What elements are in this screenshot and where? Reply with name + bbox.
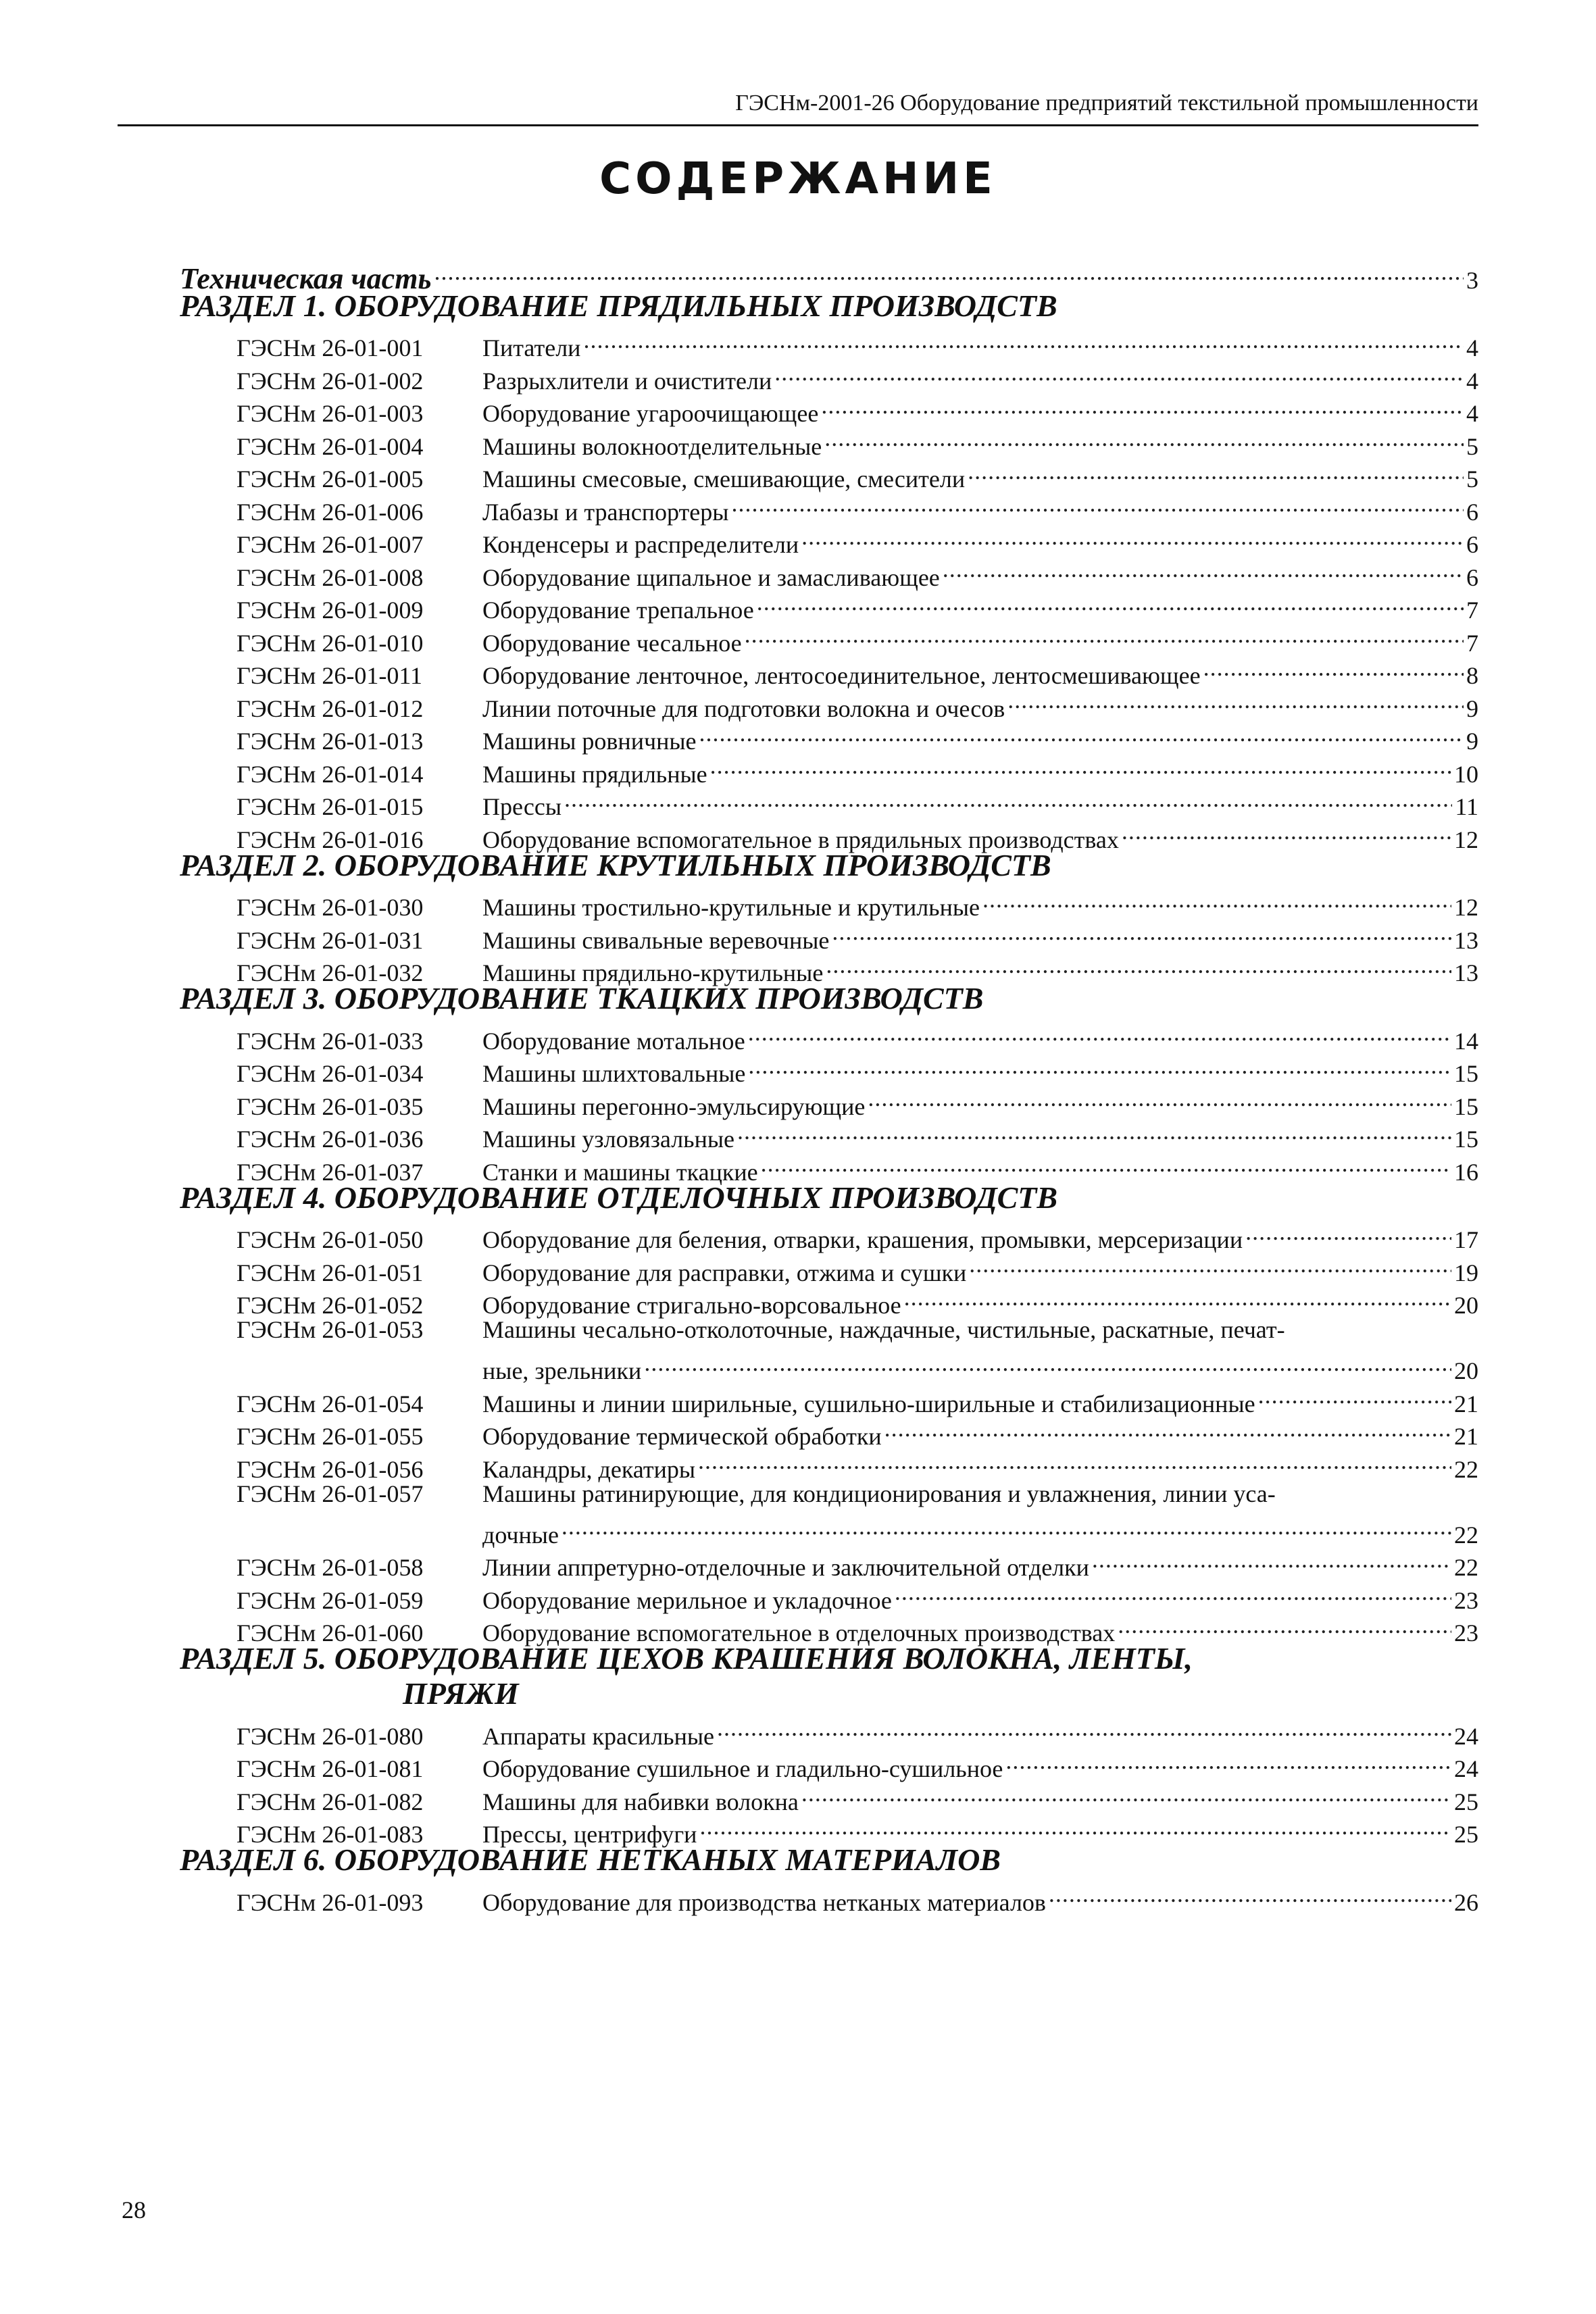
dot-leader	[884, 1412, 1451, 1445]
page-number: 25	[1454, 1788, 1478, 1815]
entry-title: Линии поточные для подготовки волокна и очесов	[482, 695, 1005, 722]
entry-code: ГЭСНм 26-01-006	[236, 498, 424, 526]
section-heading: РАЗДЕЛ 5. ОБОРУДОВАНИЕ ЦЕХОВ КРАШЕНИЯ ВОЛОКНА, ЛЕНТЫ,	[180, 1641, 1193, 1676]
page-number: 9	[1466, 728, 1478, 755]
entry-title: Машины чесально-отколоточные, наждачные, чистильные, раскатные, печат-	[482, 1316, 1285, 1343]
dot-leader	[761, 1147, 1451, 1180]
page-number: 22	[1454, 1455, 1478, 1483]
folio-page-number: 28	[122, 2196, 146, 2223]
dot-leader	[757, 586, 1464, 619]
entry-title: Оборудование чесальное	[482, 629, 742, 657]
entry-code: ГЭСНм 26-01-030	[236, 894, 424, 921]
toc-entry[interactable]	[180, 1379, 1478, 1417]
dot-leader	[801, 1777, 1451, 1810]
section-heading: РАЗДЕЛ 6. ОБОРУДОВАНИЕ НЕТКАНЫХ МАТЕРИАЛОВ	[180, 1842, 1001, 1877]
entry-code: ГЭСНм 26-01-081	[236, 1755, 424, 1782]
dot-leader	[1203, 651, 1464, 684]
page-number: 15	[1454, 1126, 1478, 1153]
section-heading: РАЗДЕЛ 1. ОБОРУДОВАНИЕ ПРЯДИЛЬНЫХ ПРОИЗВОДСТВ	[180, 288, 1057, 323]
page-number: 22	[1454, 1521, 1478, 1549]
entry-code: ГЭСНм 26-01-036	[236, 1126, 424, 1153]
entry-title-continued: дочные	[482, 1521, 559, 1549]
dot-leader	[1092, 1543, 1451, 1576]
entry-code: ГЭСНм 26-01-034	[236, 1060, 424, 1087]
entry-title: Линии аппретурно-отделочные и заключительной отделки	[482, 1554, 1089, 1581]
page-title: СОДЕРЖАНИЕ	[599, 154, 997, 204]
entry-title: Оборудование для расправки, отжима и сушки	[482, 1259, 967, 1286]
dot-leader	[698, 1444, 1451, 1478]
page-number: 7	[1466, 597, 1478, 624]
page-number: 24	[1454, 1755, 1478, 1782]
toc-entry[interactable]	[180, 1313, 1478, 1347]
toc-entry[interactable]	[180, 883, 1478, 921]
dot-leader	[969, 1248, 1451, 1281]
table-of-contents	[180, 255, 1478, 1916]
entry-code: ГЭСНм 26-01-054	[236, 1390, 424, 1417]
page-number: 6	[1466, 563, 1478, 591]
page-number: 20	[1454, 1357, 1478, 1384]
page-number: 4	[1466, 367, 1478, 395]
entry-title: Машины ратинирующие, для кондиционирования и увлажнения, линии уса-	[482, 1480, 1276, 1507]
dot-leader	[895, 1576, 1451, 1609]
dot-leader	[968, 455, 1464, 488]
entry-title: Оборудование вспомогательное в отделочных производствах	[482, 1619, 1116, 1646]
entry-title: Машины ровничные	[482, 728, 697, 755]
entry-code: ГЭСНм 26-01-050	[236, 1226, 424, 1253]
entry-code: ГЭСНм 26-01-033	[236, 1027, 424, 1055]
dot-leader	[832, 915, 1451, 949]
page-number: 23	[1454, 1586, 1478, 1614]
page-number: 13	[1454, 959, 1478, 986]
dot-leader	[748, 1049, 1451, 1082]
dot-leader	[564, 782, 1452, 815]
entry-code: ГЭСНм 26-01-083	[236, 1821, 424, 1848]
entry-code: ГЭСНм 26-01-001	[236, 334, 424, 361]
entry-title: Оборудование угароочищающее	[482, 400, 819, 427]
page-number: 5	[1466, 432, 1478, 460]
page-number: 12	[1454, 894, 1478, 921]
dot-leader	[1049, 1878, 1451, 1911]
entry-code: ГЭСНм 26-01-037	[236, 1158, 424, 1186]
page-number: 15	[1454, 1092, 1478, 1120]
entry-code: ГЭСНм 26-01-015	[236, 793, 424, 820]
page-number: 8	[1466, 662, 1478, 689]
dot-leader	[699, 1810, 1451, 1843]
entry-title: Лабазы и транспортеры	[482, 498, 729, 526]
page-number: 16	[1454, 1158, 1478, 1186]
entry-title: Машины свивальные веревочные	[482, 926, 830, 954]
dot-leader	[434, 255, 1464, 288]
entry-title: Оборудование мерильное и укладочное	[482, 1586, 892, 1614]
dot-leader	[904, 1281, 1451, 1314]
entry-title: Машины перегонно-эмульсирующие	[482, 1092, 866, 1120]
entry-title: Прессы, центрифуги	[482, 1821, 697, 1848]
entry-code: ГЭСНм 26-01-005	[236, 466, 424, 493]
entry-code: ГЭСНм 26-01-058	[236, 1554, 424, 1581]
dot-leader	[717, 1711, 1451, 1744]
entry-code: ГЭСНм 26-01-008	[236, 563, 424, 591]
toc-entry[interactable]	[180, 1478, 1478, 1511]
entry-title: Каландры, декатиры	[482, 1455, 696, 1483]
page-number: 3	[1466, 266, 1478, 294]
entry-title: Машины тростильно-крутильные и крутильные	[482, 894, 980, 921]
page-number: 24	[1454, 1722, 1478, 1750]
page-number: 4	[1466, 334, 1478, 361]
dot-leader	[943, 553, 1464, 586]
entry-title: Оборудование вспомогательное в прядильных производствах	[482, 826, 1119, 853]
entry-code: ГЭСНм 26-01-016	[236, 826, 424, 853]
toc-entry[interactable]	[180, 1016, 1478, 1055]
entry-code: ГЭСНм 26-01-003	[236, 400, 424, 427]
entry-code: ГЭСНм 26-01-010	[236, 629, 424, 657]
entry-title: Станки и машины ткацкие	[482, 1158, 758, 1186]
dot-leader	[826, 949, 1451, 982]
entry-code: ГЭСНм 26-01-031	[236, 926, 424, 954]
entry-code: ГЭСНм 26-01-057	[236, 1480, 424, 1507]
dot-leader	[774, 356, 1464, 389]
running-header: ГЭСНм-2001-26 Оборудование предприятий текстильной промышленности	[118, 86, 1478, 126]
page-number: 10	[1454, 760, 1478, 788]
page-number: 21	[1454, 1423, 1478, 1450]
entry-code: ГЭСНм 26-01-004	[236, 432, 424, 460]
page-number: 7	[1466, 629, 1478, 657]
page-number: 12	[1454, 826, 1478, 853]
dot-leader	[644, 1347, 1451, 1380]
entry-title: Машины волокноотделительные	[482, 432, 822, 460]
entry-title-continued: ные, зрельники	[482, 1357, 642, 1384]
entry-code: ГЭСНм 26-01-056	[236, 1455, 424, 1483]
entry-code: ГЭСНм 26-01-035	[236, 1092, 424, 1120]
entry-code: ГЭСНм 26-01-011	[236, 662, 423, 689]
entry-title: Оборудование стригально-ворсовальное	[482, 1292, 901, 1319]
dot-leader	[699, 717, 1464, 750]
dot-leader	[583, 324, 1464, 357]
dot-leader	[737, 1115, 1451, 1148]
entry-title: Машины и линии ширильные, сушильно-ширильные и стабилизационные	[482, 1390, 1255, 1417]
entry-title: Прессы	[482, 793, 562, 820]
section-heading: ПРЯЖИ	[403, 1676, 519, 1711]
dot-leader	[868, 1082, 1451, 1115]
page-number: 5	[1466, 466, 1478, 493]
entry-code: ГЭСНм 26-01-009	[236, 597, 424, 624]
dot-leader	[745, 618, 1464, 651]
page-number: 17	[1454, 1226, 1478, 1253]
dot-leader	[1005, 1744, 1451, 1778]
dot-leader	[731, 487, 1464, 520]
entry-title: Разрыхлители и очистители	[482, 367, 772, 395]
entry-code: ГЭСНм 26-01-053	[236, 1316, 424, 1343]
page-number: 9	[1466, 695, 1478, 722]
page-number: 6	[1466, 498, 1478, 526]
dot-leader	[801, 520, 1464, 553]
dot-leader	[982, 883, 1451, 916]
entry-code: ГЭСНм 26-01-080	[236, 1722, 424, 1750]
toc-entry[interactable]	[180, 1711, 1478, 1750]
entry-title: Аппараты красильные	[482, 1722, 715, 1750]
toc-entry-continuation[interactable]	[180, 1347, 1478, 1384]
entry-code: ГЭСНм 26-01-012	[236, 695, 424, 722]
entry-code: ГЭСНм 26-01-082	[236, 1788, 424, 1815]
entry-title: Питатели	[482, 334, 581, 361]
page-number: 11	[1455, 793, 1478, 820]
entry-title: Машины для набивки волокна	[482, 1788, 799, 1815]
entry-title: Оборудование сушильное и гладильно-сушильное	[482, 1755, 1003, 1782]
page-number: 6	[1466, 531, 1478, 558]
page-number: 21	[1454, 1390, 1478, 1417]
entry-title: Оборудование термической обработки	[482, 1423, 882, 1450]
toc-entry[interactable]	[180, 324, 1478, 361]
entry-code: ГЭСНм 26-01-052	[236, 1292, 424, 1319]
entry-title: Оборудование щипальное и замасливающее	[482, 563, 940, 591]
entry-code: ГЭСНм 26-01-093	[236, 1888, 424, 1916]
page-number: 13	[1454, 926, 1478, 954]
entry-title: Машины шлихтовальные	[482, 1060, 746, 1087]
entry-title: Машины смесовые, смешивающие, смесители	[482, 466, 966, 493]
page-number: 4	[1466, 400, 1478, 427]
toc-entry[interactable]	[180, 1543, 1478, 1581]
toc-entry-continuation[interactable]	[180, 1510, 1478, 1549]
page-number: 22	[1454, 1554, 1478, 1581]
entry-title: Оборудование для производства нетканых материалов	[482, 1888, 1046, 1916]
entry-title: Конденсеры и распределители	[482, 531, 799, 558]
entry-code: ГЭСНм 26-01-059	[236, 1586, 424, 1614]
entry-code: ГЭСНм 26-01-051	[236, 1259, 424, 1286]
dot-leader	[824, 422, 1464, 455]
entry-code: ГЭСНм 26-01-055	[236, 1423, 424, 1450]
page-number: 20	[1454, 1292, 1478, 1319]
dot-leader	[1245, 1215, 1451, 1249]
page-number: 25	[1454, 1821, 1478, 1848]
entry-code: ГЭСНм 26-01-014	[236, 760, 424, 788]
entry-title: Машины узловязальные	[482, 1126, 735, 1153]
toc-technical-part[interactable]	[180, 255, 1478, 295]
toc-entry[interactable]	[180, 1215, 1478, 1253]
dot-leader	[1118, 1609, 1451, 1642]
dot-leader	[1258, 1379, 1451, 1412]
entry-title: Оборудование трепальное	[482, 597, 754, 624]
entry-code: ГЭСНм 26-01-007	[236, 531, 424, 558]
entry-title: Машины прядильные	[482, 760, 707, 788]
technical-part-label: Техническая часть	[180, 261, 432, 295]
dot-leader	[1122, 815, 1451, 848]
entry-code: ГЭСНм 26-01-060	[236, 1619, 424, 1646]
page-number: 23	[1454, 1619, 1478, 1646]
page-number: 14	[1454, 1027, 1478, 1055]
entry-title: Оборудование мотальное	[482, 1027, 745, 1055]
section-heading: РАЗДЕЛ 2. ОБОРУДОВАНИЕ КРУТИЛЬНЫХ ПРОИЗВОДСТВ	[180, 847, 1051, 882]
section-heading: РАЗДЕЛ 4. ОБОРУДОВАНИЕ ОТДЕЛОЧНЫХ ПРОИЗВОДСТВ	[180, 1180, 1058, 1215]
dot-leader	[562, 1510, 1451, 1543]
entry-title: Оборудование ленточное, лентосоединительное, лентосмешивающее	[482, 662, 1201, 689]
entry-title: Оборудование для беления, отварки, крашения, промывки, мерсеризации	[482, 1226, 1243, 1253]
dot-leader	[821, 389, 1464, 422]
page-number: 15	[1454, 1060, 1478, 1087]
dot-leader	[748, 1016, 1451, 1049]
toc-entry[interactable]	[180, 1878, 1478, 1916]
entry-title: Машины прядильно-крутильные	[482, 959, 824, 986]
dot-leader	[710, 749, 1451, 782]
entry-code: ГЭСНм 26-01-013	[236, 728, 424, 755]
page-number: 26	[1454, 1888, 1478, 1916]
page-number: 19	[1454, 1259, 1478, 1286]
entry-code: ГЭСНм 26-01-032	[236, 959, 424, 986]
section-heading: РАЗДЕЛ 3. ОБОРУДОВАНИЕ ТКАЦКИХ ПРОИЗВОДСТВ	[180, 981, 984, 1015]
dot-leader	[1007, 684, 1464, 717]
entry-code: ГЭСНм 26-01-002	[236, 367, 424, 395]
